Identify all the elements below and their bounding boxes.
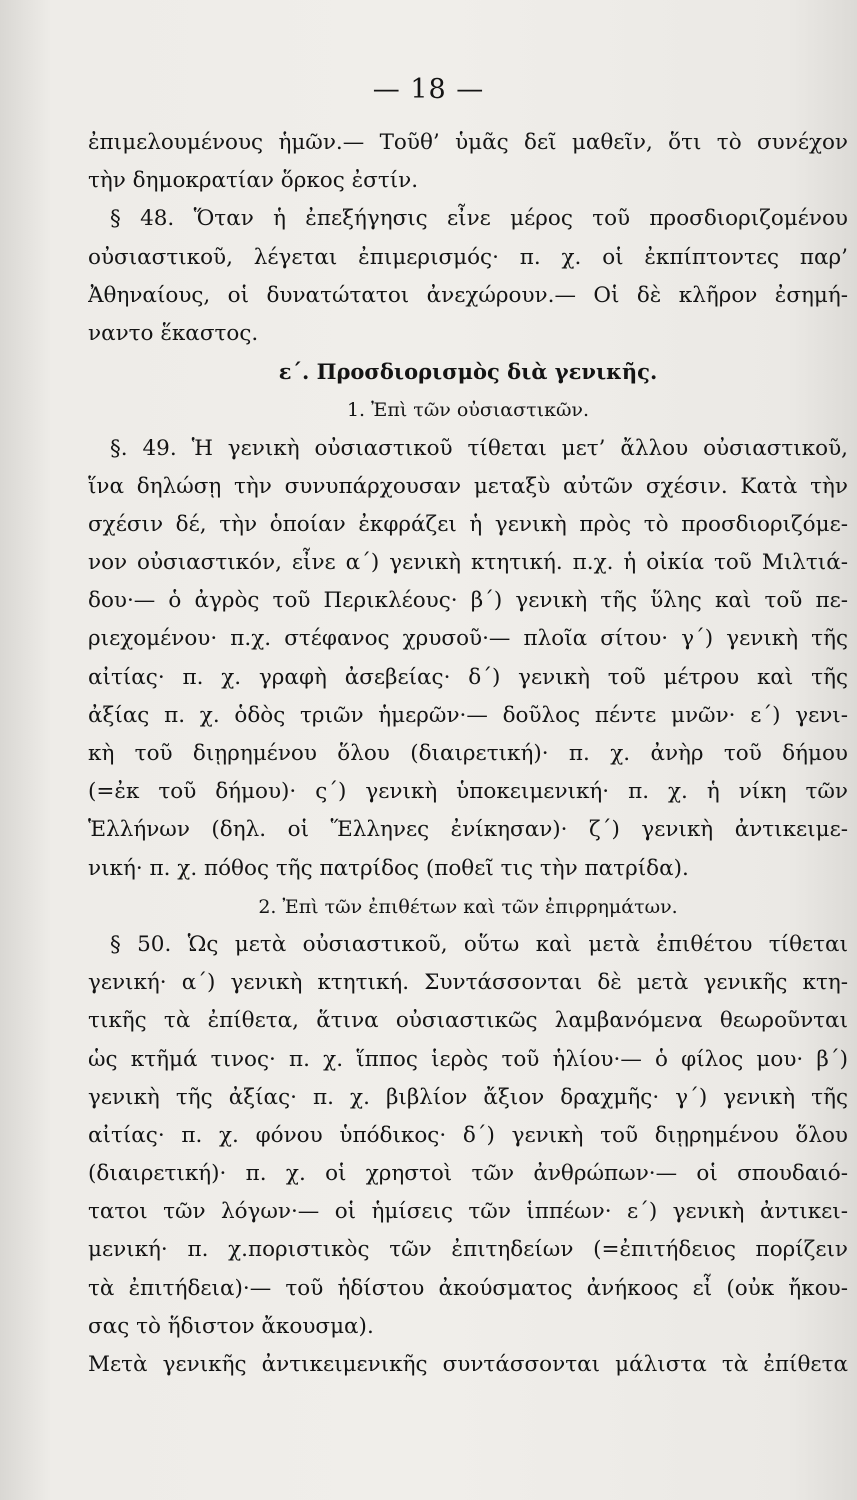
text-line: ἐπιμελουμένους ἡμῶν.— Τοῦθ’ ὑμᾶς δεῖ μαθεῖν, ὅτι τὸ συνέχον xyxy=(88,130,848,155)
text-line: ριεχομένου· π.χ. στέφανος χρυσοῦ·— πλοῖα σίτου· γ΄) γενικὴ τῆς xyxy=(88,626,848,652)
text-line: § 48. Ὅταν ἡ ἐπεξήγησις εἶνε μέρος τοῦ προσδιοριζομένου xyxy=(110,206,848,232)
text-line: δου·— ὁ ἀγρὸς τοῦ Περικλέους· β΄) γενικὴ τῆς ὕλης καὶ τοῦ πε- xyxy=(88,588,848,614)
text-line: σας τὸ ἥδιστον ἄκουσμα). xyxy=(88,1313,374,1339)
text-line: μενική· π. χ.ποριστικὸς τῶν ἐπιτηδείων (=ἐπιτήδειος πορίζειν xyxy=(88,1237,848,1263)
subsection-heading: 1. Ἐπὶ τῶν οὐσιαστικῶν. xyxy=(346,399,590,422)
page-number-header: — 18 — xyxy=(372,74,485,105)
text-line: ὡς κτῆμά τινος· π. χ. ἵππος ἱερὸς τοῦ ἡλίου·— ὁ φίλος μου· β΄) xyxy=(88,1046,848,1072)
text-line: (διαιρετική)· π. χ. οἱ χρηστοὶ τῶν ἀνθρώπων·— οἱ σπουδαιό- xyxy=(88,1161,848,1187)
text-line: (=ἐκ τοῦ δήμου)· ς΄) γενικὴ ὑποκειμενική· π. χ. ἡ νίκη τῶν xyxy=(88,779,848,805)
text-line: τὰ ἐπιτήδεια)·— τοῦ ἡδίστου ἀκούσματος ἀνήκοος εἶ (οὐκ ἤκου- xyxy=(88,1275,848,1301)
text-line: τὴν δημοκρατίαν ὅρκος ἐστίν. xyxy=(88,168,419,194)
text-line: γενική· α΄) γενικὴ κτητική. Συντάσσονται δὲ μετὰ γενικῆς κτη- xyxy=(88,970,848,996)
text-line: ἀξίας π. χ. ὁδὸς τριῶν ἡμερῶν·— δοῦλος πέντε μνῶν· ε΄) γενι- xyxy=(88,702,848,728)
text-line: αἰτίας· π. χ. γραφὴ ἀσεβείας· δ΄) γενικὴ τοῦ μέτρου καὶ τῆς xyxy=(88,664,848,690)
text-line: σχέσιν δέ, τὴν ὁποίαν ἐκφράζει ἡ γενικὴ πρὸς τὸ προσδιοριζόμε- xyxy=(88,511,848,537)
text-line: ἵνα δηλώσῃ τὴν συνυπάρχουσαν μεταξὺ αὐτῶν σχέσιν. Κατὰ τὴν xyxy=(88,473,848,499)
text-line: Μετὰ γενικῆς ἀντικειμενικῆς συντάσσονται μάλιστα τὰ ἐπίθετα xyxy=(88,1352,848,1377)
text-line: οὐσιαστικοῦ, λέγεται ἐπιμερισμός· π. χ. οἱ ἐκπίπτοντες παρ’ xyxy=(88,244,848,270)
text-line: τατοι τῶν λόγων·— οἱ ἡμίσεις τῶν ἱππέων· ε΄) γενικὴ ἀντικει- xyxy=(88,1199,848,1225)
text-line: αἰτίας· π. χ. φόνου ὑπόδικος· δ΄) γενικὴ τοῦ διῃρημένου ὅλου xyxy=(88,1122,848,1148)
subsection-heading: 2. Ἐπὶ τῶν ἐπιθέτων καὶ τῶν ἐπιρρημάτων. xyxy=(258,895,678,918)
text-line: νον οὐσιαστικόν, εἶνε α΄) γενικὴ κτητική. π.χ. ἡ οἰκία τοῦ Μιλτιά- xyxy=(88,550,848,576)
text-line: κὴ τοῦ διῃρημένου ὅλου (διαιρετική)· π. χ. ἀνὴρ τοῦ δήμου xyxy=(88,741,848,766)
text-line: Ἀθηναίους, οἱ δυνατώτατοι ἀνεχώρουν.— Οἱ δὲ κλῆρον ἐσημή- xyxy=(88,282,848,308)
text-line: §. 49. Ἡ γενικὴ οὐσιαστικοῦ τίθεται μετ’ ἄλλου οὐσιαστικοῦ, xyxy=(110,435,848,461)
text-line: γενικὴ τῆς ἀξίας· π. χ. βιβλίον ἄξιον δραχμῆς· γ΄) γενικὴ τῆς xyxy=(88,1084,848,1110)
text-line: τικῆς τὰ ἐπίθετα, ἅτινα οὐσιαστικῶς λαμβανόμενα θεωροῦνται xyxy=(88,1008,848,1034)
text-line: § 50. Ὡς μετὰ οὐσιαστικοῦ, οὕτω καὶ μετὰ ἐπιθέτου τίθεται xyxy=(110,931,848,957)
text-line: ναντο ἕκαστος. xyxy=(88,320,259,346)
text-line: Ἑλλήνων (δηλ. οἱ Ἕλληνες ἐνίκησαν)· ζ΄) γενικὴ ἀντικειμε- xyxy=(88,817,848,843)
section-heading: ε΄. Προσδιορισμὸς διὰ γενικῆς. xyxy=(278,359,658,385)
page-body-text xyxy=(88,124,848,1384)
text-line: νική· π. χ. πόθος τῆς πατρίδος (ποθεῖ τις τὴν πατρίδα). xyxy=(88,855,689,881)
